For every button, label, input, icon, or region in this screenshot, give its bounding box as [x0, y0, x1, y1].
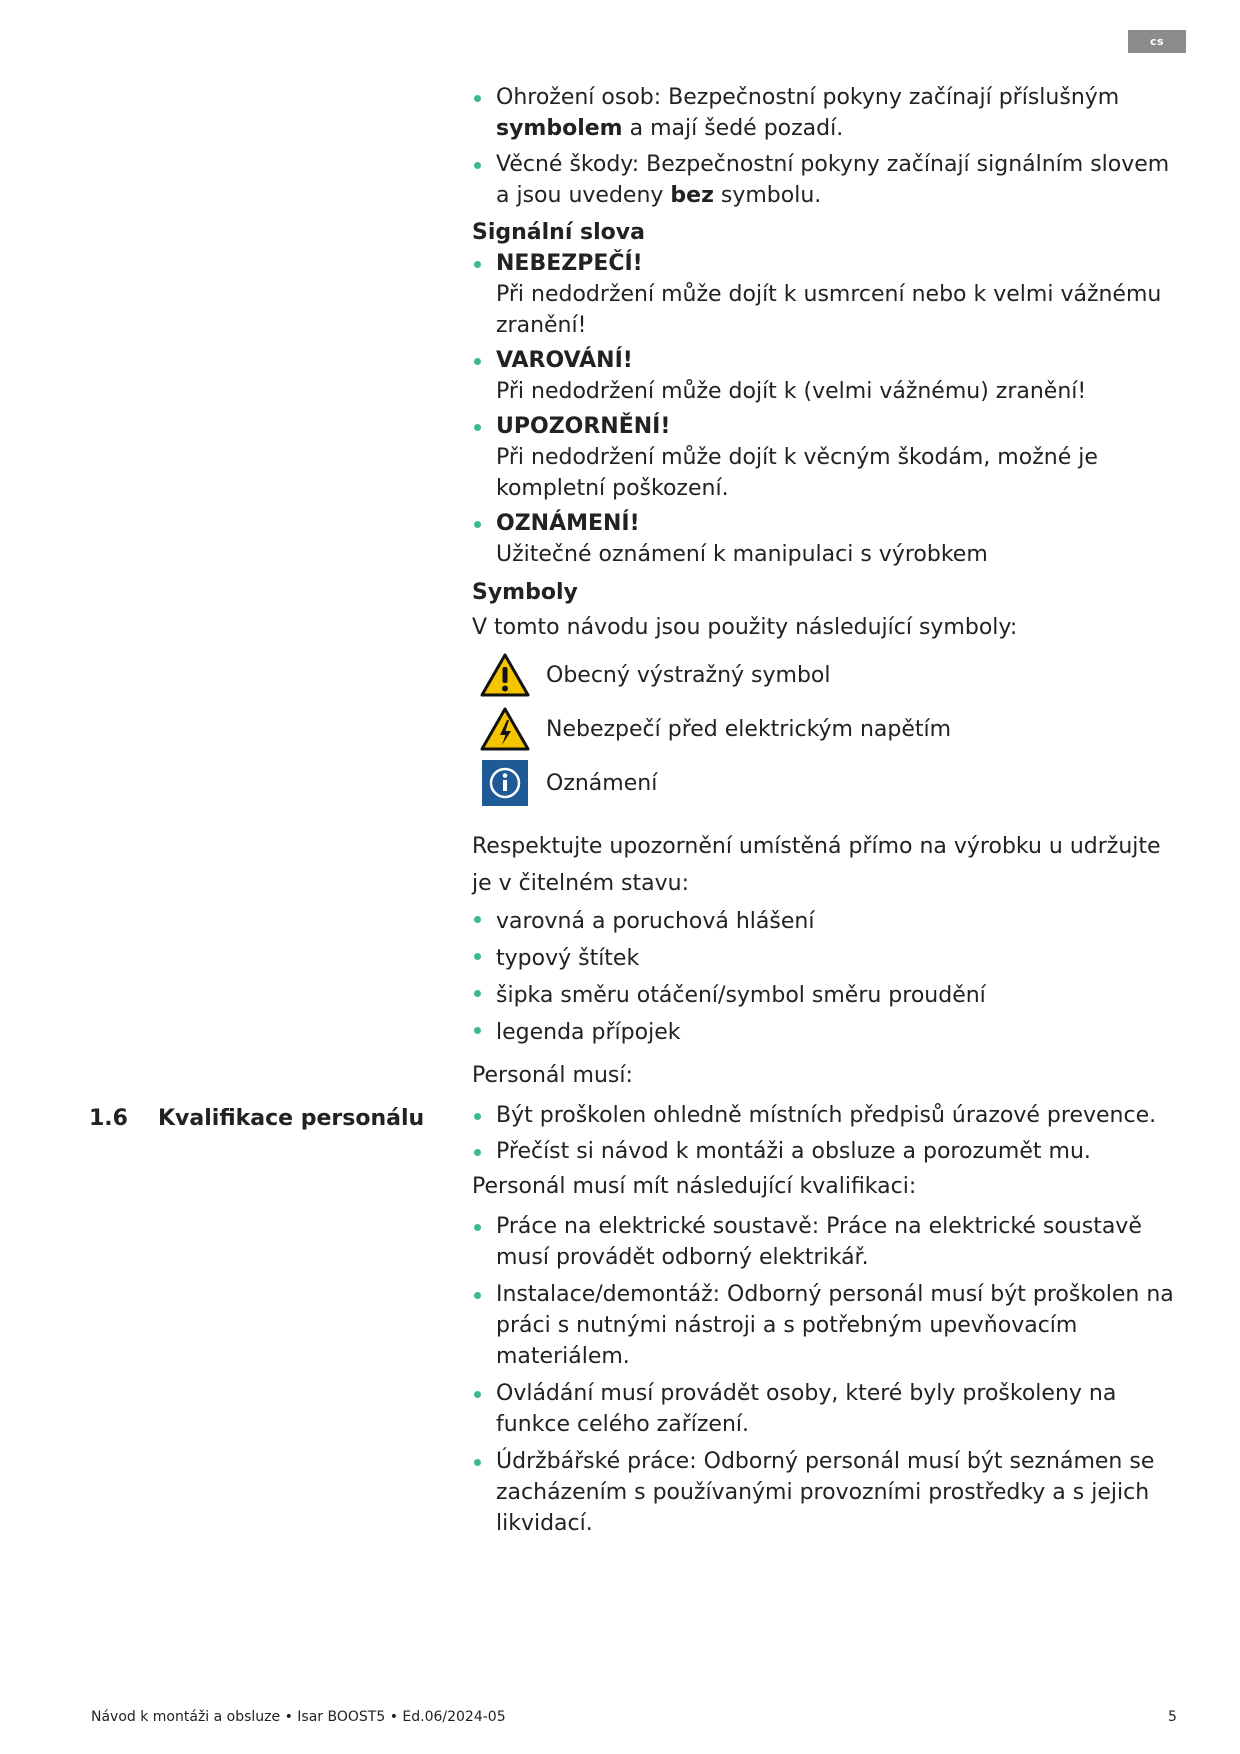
item-text: Ohrožení osob: Bezpečnostní pokyny začínají příslušným [496, 85, 1120, 110]
list-item: Instalace/demontáž: Odborný personál musí být proškolen na práci s nutnými nástroji a s potřebným upevňovacím materiálem. [472, 1279, 1186, 1372]
section-title: Kvalifikace personálu [158, 1106, 425, 1131]
symbol-row [480, 652, 1186, 698]
list-item: Být proškolen ohledně místních předpisů úrazové prevence. [472, 1100, 1186, 1131]
signal-word-description: Při nedodržení může dojít k usmrcení nebo k velmi vážnému zranění! [496, 282, 1162, 338]
list-item [472, 411, 1186, 504]
list-item: Ovládání musí provádět osoby, které byly proškoleny na funkce celého zařízení. [472, 1378, 1186, 1440]
list-item: Údržbářské práce: Odborný personál musí být seznámen se zacházením s používanými provozními prostředky a s jejich likvidací. [472, 1446, 1186, 1539]
item-bold-text: symbolem [496, 116, 623, 141]
list-item: šipka směru otáčení/symbol směru proudění [472, 977, 1186, 1014]
list-item: legenda přípojek [472, 1014, 1186, 1051]
signal-word-description: Při nedodržení může dojít k věcným škodám, možné je kompletní poškození. [496, 445, 1098, 501]
product-notes-intro: Respektujte upozornění umístěná přímo na výrobku u udržujte je v čitelném stavu: [472, 834, 1161, 896]
list-item [472, 248, 1186, 341]
signal-word: UPOZORNĚNÍ! [496, 414, 671, 439]
warning-triangle-icon [480, 652, 530, 698]
signal-word-description: Při nedodržení může dojít k (velmi vážnému) zranění! [496, 379, 1087, 404]
list-item: Práce na elektrické soustavě: Práce na elektrické soustavě musí provádět odborný elektrikář. [472, 1211, 1186, 1273]
signal-words-heading: Signální slova [472, 220, 645, 245]
qualification-basic-list [472, 1100, 1186, 1167]
signal-word-description: Užitečné oznámení k manipulaci s výrobkem [496, 542, 988, 567]
signal-word: OZNÁMENÍ! [496, 511, 640, 536]
item-text: a mají šedé pozadí. [622, 116, 844, 141]
qualification-intro-2: Personál musí mít následující kvalifikaci: [472, 1174, 917, 1199]
page-number: 5 [1168, 1709, 1177, 1725]
qualification-detail-list [472, 1211, 1186, 1539]
symbols-heading: Symboly [472, 580, 578, 605]
symbol-label: Oznámení [546, 770, 658, 796]
info-icon [480, 760, 530, 806]
symbol-row [480, 706, 1186, 752]
electric-hazard-icon [480, 706, 530, 752]
list-item: varovná a poruchová hlášení [472, 903, 1186, 940]
list-item [472, 345, 1186, 407]
footer-document-info: Návod k montáži a obsluze • Isar BOOST5 • Ed.06/2024-05 [91, 1709, 506, 1725]
main-content [472, 82, 1186, 1539]
symbol-label: Nebezpečí před elektrickým napětím [546, 716, 952, 742]
list-item: typový štítek [472, 940, 1186, 977]
qualification-intro: Personál musí: [472, 1063, 633, 1088]
product-notes-list [472, 903, 1186, 1051]
item-text: symbolu. [713, 183, 822, 208]
list-item [472, 508, 1186, 570]
signal-words-list [472, 248, 1186, 570]
item-text: Věcné škody: Bezpečnostní pokyny začínají signálním slovem a jsou uvedeny [496, 152, 1170, 208]
signal-word: NEBEZPEČÍ! [496, 251, 643, 276]
list-item [472, 82, 1186, 144]
list-item [472, 149, 1186, 211]
hazard-bullet-list [472, 82, 1186, 211]
section-number: 1.6 [89, 1106, 128, 1131]
signal-word: VAROVÁNÍ! [496, 348, 633, 373]
language-badge: cs [1128, 30, 1186, 53]
symbol-row [480, 760, 1186, 806]
item-bold-text: bez [670, 183, 714, 208]
list-item: Přečíst si návod k montáži a obsluze a porozumět mu. [472, 1136, 1186, 1167]
symbol-label: Obecný výstražný symbol [546, 662, 831, 688]
symbols-intro: V tomto návodu jsou použity následující symboly: [472, 615, 1018, 640]
